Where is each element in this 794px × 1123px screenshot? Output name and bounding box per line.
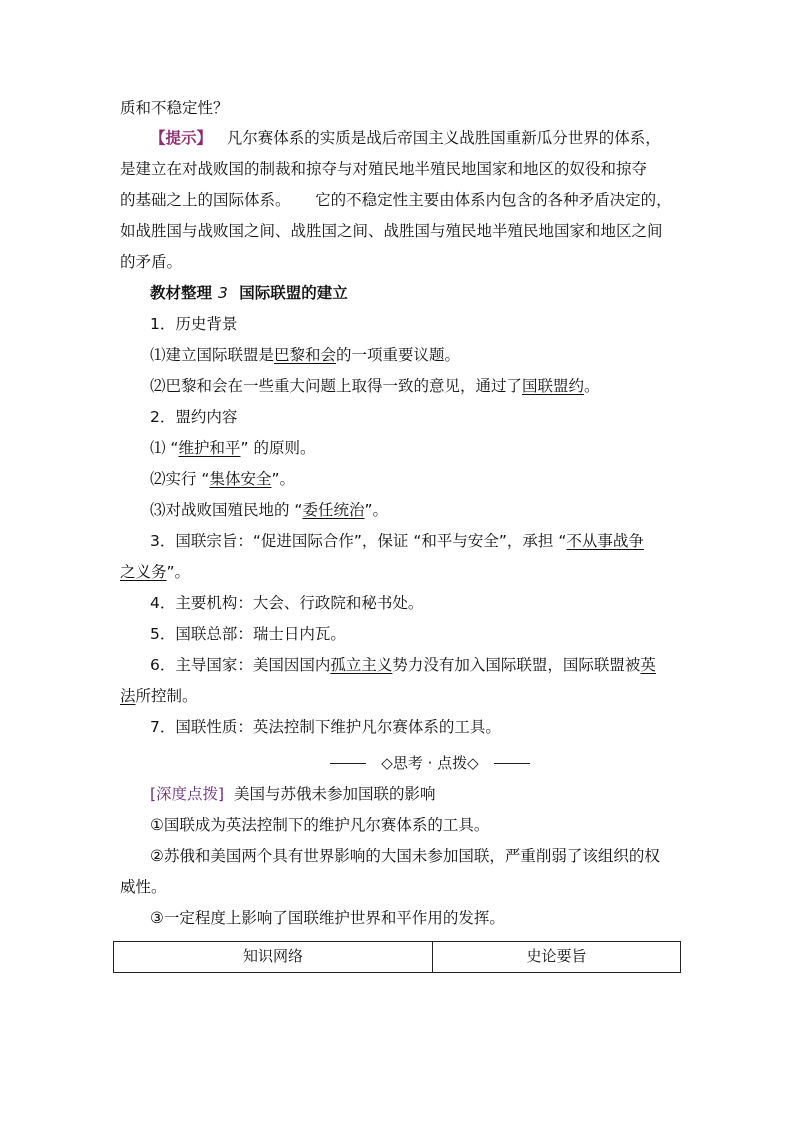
blank-answer: 巴黎和会 bbox=[274, 346, 337, 364]
question-text: 质和不稳定性？ bbox=[120, 99, 229, 117]
item-text: 5．国联总部：瑞士日内瓦。 bbox=[150, 625, 346, 643]
blank-answer: 委任统治 bbox=[302, 501, 365, 519]
paragraph-question-end bbox=[120, 97, 229, 119]
point-text: ③一定程度上影响了国联维护世界和平作用的发挥。 bbox=[150, 909, 505, 927]
deep-point-3 bbox=[150, 907, 505, 929]
blank-answer: 之义务 bbox=[120, 563, 167, 581]
tip-line-2 bbox=[120, 158, 647, 180]
tip-text: 是建立在对战败国的制裁和掠夺与对殖民地半殖民地国家和地区的奴役和掠夺 bbox=[120, 160, 648, 178]
table-cell-knowledge-network: 知识网络 bbox=[114, 942, 433, 973]
item-1-1 bbox=[150, 344, 460, 366]
item-text: 2．盟约内容 bbox=[150, 408, 238, 426]
deep-point-1 bbox=[150, 814, 489, 836]
item-text: ⑵巴黎和会在一些重大问题上取得一致的意见，通过了 bbox=[150, 377, 523, 395]
divider-rule-right bbox=[494, 763, 530, 764]
item-2-2 bbox=[150, 468, 295, 490]
item-text: ⑵实行 “ bbox=[150, 470, 210, 488]
tip-line-3 bbox=[120, 189, 672, 211]
tip-label: 【提示】 bbox=[150, 129, 213, 147]
item-text: 势力没有加入国际联盟，国际联盟被 bbox=[392, 656, 641, 674]
item-text: 6．主导国家：美国因国内 bbox=[150, 656, 331, 674]
heading-title: 国际联盟的建立 bbox=[239, 284, 348, 302]
item-5 bbox=[150, 623, 346, 645]
table-cell-historical-thesis: 史论要旨 bbox=[433, 942, 681, 973]
blank-answer: 国联盟约 bbox=[522, 377, 585, 395]
blank-answer: 孤立主义 bbox=[330, 656, 393, 674]
tip-text: 它的不稳定性主要由体系内包含的各种矛盾决定的， bbox=[315, 191, 672, 209]
tip-line-4 bbox=[120, 220, 663, 242]
heading-number: 3 bbox=[218, 284, 228, 302]
heading-text: 教材整理 bbox=[150, 284, 213, 302]
blank-answer: 不从事战争 bbox=[566, 532, 644, 550]
blank-answer: 维护和平 bbox=[178, 439, 241, 457]
think-divider bbox=[330, 752, 530, 774]
point-text: ①国联成为英法控制下的维护凡尔赛体系的工具。 bbox=[150, 816, 490, 834]
item-text: 所控制。 bbox=[135, 687, 198, 705]
item-text: ” 的原则。 bbox=[240, 439, 316, 457]
item-text: 4．主要机构：大会、行政院和秘书处。 bbox=[150, 594, 424, 612]
item-text: ⑴建立国际联盟是 bbox=[150, 346, 275, 364]
item-text: 1．历史背景 bbox=[150, 315, 238, 333]
blank-answer: 英 bbox=[640, 656, 656, 674]
deep-heading bbox=[150, 783, 435, 805]
item-text: 3．国联宗旨：“促进国际合作”，保证 “和平与安全”，承担 “ bbox=[150, 532, 567, 550]
item-text: ”。 bbox=[166, 563, 191, 581]
item-2-3 bbox=[150, 499, 388, 521]
item-1-2 bbox=[150, 375, 600, 397]
tip-line-1 bbox=[150, 127, 661, 149]
item-6 bbox=[150, 654, 656, 676]
item-4 bbox=[150, 592, 423, 614]
item-3-cont bbox=[120, 561, 190, 583]
tip-text: 凡尔赛体系的实质是战后帝国主义战胜国重新瓜分世界的体系， bbox=[226, 129, 661, 147]
summary-table bbox=[113, 941, 681, 973]
item-2-heading bbox=[150, 406, 237, 428]
blank-answer: 法 bbox=[120, 687, 136, 705]
item-text: ”。 bbox=[271, 470, 296, 488]
item-text: 的一项重要议题。 bbox=[336, 346, 461, 364]
tip-line-5 bbox=[120, 251, 182, 273]
item-text: 7．国联性质：英法控制下维护凡尔赛体系的工具。 bbox=[150, 718, 501, 736]
tip-text: 的基础之上的国际体系。 bbox=[120, 191, 291, 209]
item-text: ⑴ “ bbox=[150, 439, 179, 457]
deep-point-2-cont bbox=[120, 876, 167, 898]
item-7 bbox=[150, 716, 501, 738]
point-text: ②苏俄和美国两个具有世界影响的大国未参加国联，严重削弱了该组织的权 bbox=[150, 847, 660, 865]
tip-text: 如战胜国与战败国之间、战胜国之间、战胜国与殖民地半殖民地国家和地区之间 bbox=[120, 222, 663, 240]
think-label: ◇思考 · 点拨◇ bbox=[381, 754, 479, 772]
item-2-1 bbox=[150, 437, 315, 459]
deep-title: 美国与苏俄未参加国联的影响 bbox=[233, 785, 436, 803]
item-3 bbox=[150, 530, 644, 552]
deep-label: [深度点拨] bbox=[150, 785, 225, 803]
tip-text: 的矛盾。 bbox=[120, 253, 183, 271]
item-text: 。 bbox=[584, 377, 600, 395]
blank-answer: 集体安全 bbox=[209, 470, 272, 488]
item-6-cont bbox=[120, 685, 198, 707]
item-text: ⑶对战败国殖民地的 “ bbox=[150, 501, 303, 519]
deep-point-2 bbox=[150, 845, 660, 867]
section-heading bbox=[150, 282, 348, 304]
point-text: 威性。 bbox=[120, 878, 167, 896]
item-text: ”。 bbox=[364, 501, 389, 519]
item-1-heading bbox=[150, 313, 237, 335]
table-row bbox=[114, 942, 681, 973]
